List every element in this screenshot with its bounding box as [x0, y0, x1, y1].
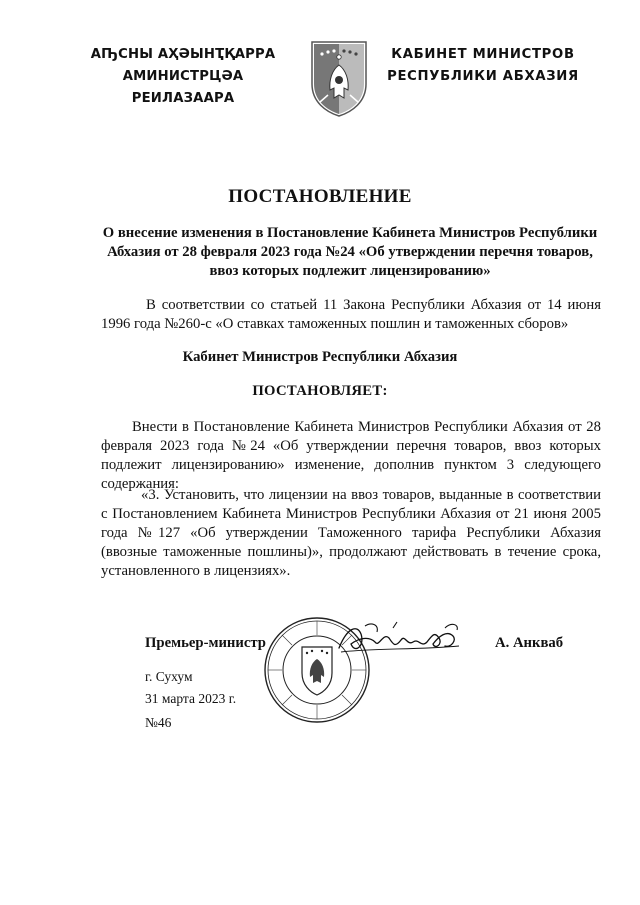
document-title: ПОСТАНОВЛЕНИЕ	[228, 186, 412, 207]
header-left-line2: АМИНИСТРЦӘА РЕИЛАЗААРА	[122, 69, 244, 106]
document-subject: О внесение изменения в Постановление Кабинета Министров Республики Абхазия от 28 февраля 2023 года №24 «Об утверждении перечня товаров, ввоз которых подлежит лицензированию»	[102, 225, 598, 279]
document-basis: В соответствии со статьей 11 Закона Республики Абхазия от 14 июня 1996 года №260-с «О ставках таможенных пошлин и таможенных сборов»	[101, 297, 601, 332]
header-right-line2: РЕСПУБЛИКИ АБХАЗИЯ	[387, 69, 579, 84]
header-left-line1: АҦСНЫ АҲӘЫНҬҚАРРА	[90, 47, 276, 62]
header-right-line1: КАБИНЕТ МИНИСТРОВ	[391, 47, 575, 62]
coat-of-arms-icon	[310, 40, 368, 118]
issuing-body: Кабинет Министров Республики Абхазия	[182, 349, 458, 365]
header-right	[378, 44, 588, 88]
issue-city: г. Сухум	[145, 669, 193, 684]
signatory-name: А. Анкваб	[495, 635, 564, 651]
issue-date: 31 марта 2023 г.	[145, 691, 237, 706]
header-left	[83, 44, 283, 110]
resolution-heading: ПОСТАНОВЛЯЕТ:	[252, 383, 388, 399]
body-paragraph-2: «3. Установить, что лицензии на ввоз товаров, выданные в соответствии с Постановлением Кабинета Министров Республики Абхазия от 21 июня 2005 года №127 «Об утверждении Таможенного тарифа Республики Абхазия (ввозные таможенные пошлины)», продолжают действовать в течение срока, установленного в лицензиях».	[101, 487, 601, 579]
body-paragraph-1: Внести в Постановление Кабинета Министров Республики Абхазия от 28 февраля 2023 года №24 «Об утверждении перечня товаров, ввоз которых подлежит лицензированию» изменение, дополнив пунктом 3 следующего содержания:	[101, 419, 601, 492]
signatory-position: Премьер-министр	[145, 635, 266, 651]
document-number: №46	[145, 715, 172, 730]
handwritten-signature-icon	[335, 618, 465, 663]
